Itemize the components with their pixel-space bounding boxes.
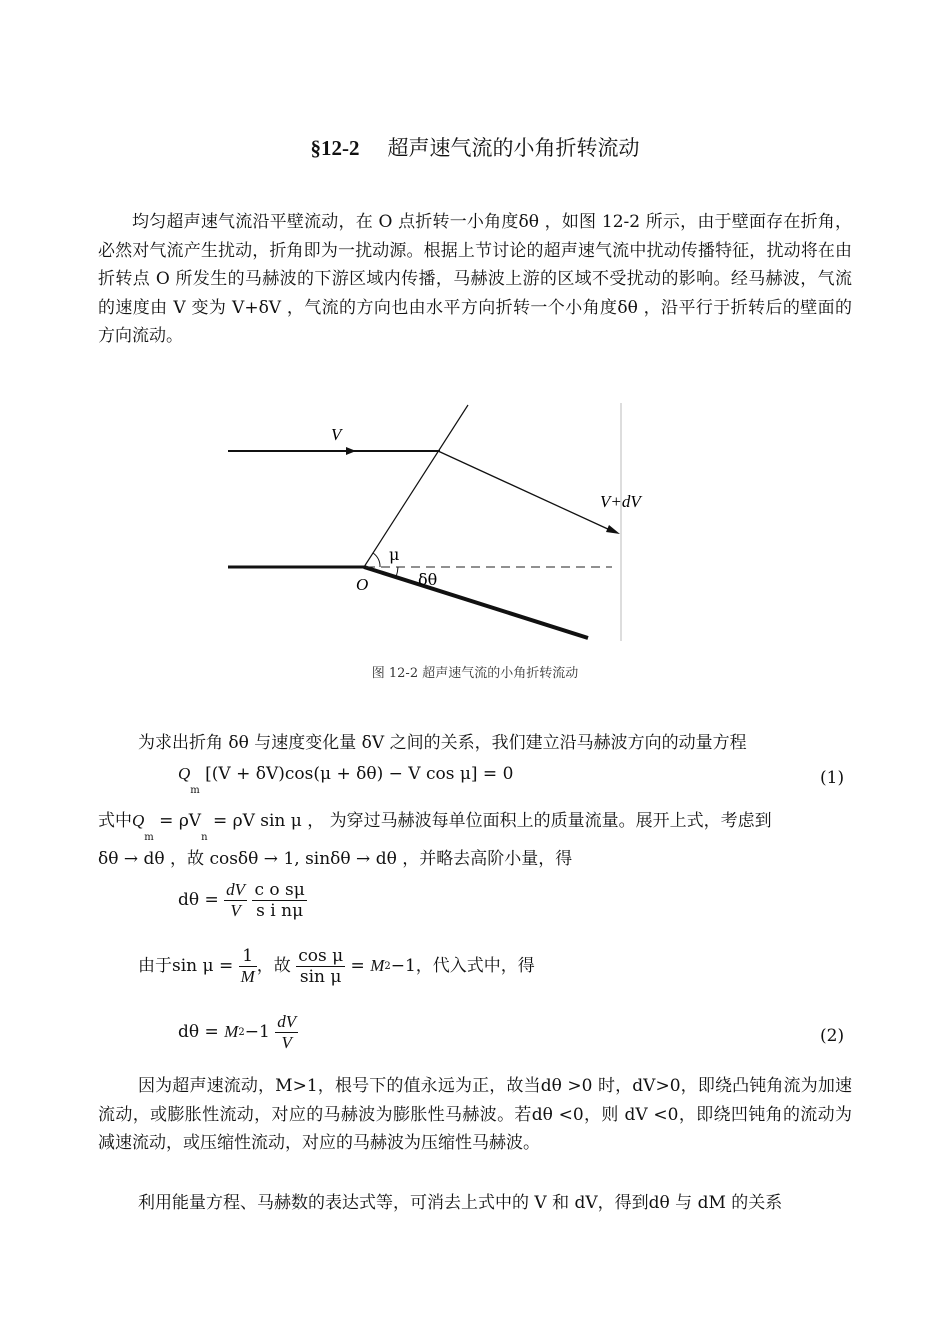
eq2-den: V (281, 1033, 292, 1052)
sin-num: 1 (239, 946, 257, 967)
sin-eq: = (350, 956, 365, 976)
intro-paragraph: 均匀超声速气流沿平壁流动，在 O 点折转一小角度δθ ，如图 12-2 所示，由于壁面存在折角，必然对气流产生扰动，折角即为一扰动源。根据上节讨论的超声速气流中扰动传播特征，扰动将在由折转点 O 所发生的马赫波的下游区域内传播，马赫波上游的区域不受扰动的影响。经马赫波，气流的速度由 V 变为 V+δV ，气流的方向也由水平方向折转一个小角度δθ ，沿平行于折转后的壁面的方向流动。 (98, 212, 852, 346)
eq1-sub-m: m (190, 785, 200, 796)
where-rest: = ρV sin μ ， 为穿过马赫波每单位面积上的质量流量。展开上式，考虑到 (207, 811, 772, 831)
sin-frac (239, 946, 257, 987)
where-prefix: 式中 (98, 811, 132, 831)
momentum-intro: 为求出折角 δθ 与速度变化量 δV 之间的关系，我们建立沿马赫波方向的动量方程 (138, 733, 747, 753)
eq2-exp: 2 (238, 1027, 245, 1038)
sin-tail: −1，代入式中，得 (390, 956, 535, 976)
eq-dtheta-den2: s i nμ (256, 901, 304, 921)
equation-2-number: (2) (820, 1026, 845, 1046)
mach-wave-line (364, 405, 468, 567)
cot-frac (296, 946, 345, 987)
eq1-q: Q (178, 764, 191, 783)
eq2-m: M (224, 1022, 239, 1041)
conclusion-paragraph: 因为超声速流动，M>1，根号下的值永远为正，故当dθ >0 时，dV>0，即绕凸钝角流为加速流动，或膨胀性流动，对应的马赫波为膨胀性马赫波。若dθ <0，则 dV <0，即绕凹钝角的流动为减速流动，或压缩性流动，对应的马赫波为压缩性马赫波。 (98, 1076, 852, 1153)
section-number: §12-2 (310, 136, 360, 160)
label-mu: μ (389, 545, 400, 564)
eq1-body: [(V + δV)cos(μ + δθ) − V cos μ] = 0 (205, 764, 514, 784)
mu-angle-arc (373, 553, 380, 567)
where-mid: = ρV (153, 811, 202, 831)
incoming-flow-arrowhead (346, 447, 356, 455)
sin-den: M (240, 967, 255, 986)
equation-1 (178, 764, 514, 796)
eq-dtheta-num2: c o sμ (254, 880, 305, 900)
where-q: Q (132, 811, 145, 830)
eq2-frac (275, 1012, 298, 1053)
sin-expr: sin μ = (172, 956, 234, 976)
outgoing-flow-line (438, 451, 610, 530)
figure-caption: 图 12-2 超声速气流的小角折转流动 (371, 666, 579, 681)
cot-den: sin μ (299, 967, 342, 987)
section-title (0, 132, 950, 162)
section-title-text: 超声速气流的小角折转流动 (387, 136, 640, 160)
wall-downstream (364, 567, 588, 638)
label-origin: O (356, 575, 369, 594)
label-v-in: V (331, 425, 342, 444)
sin-relation-line (138, 946, 535, 987)
where-sub-m: m (144, 832, 154, 843)
eq-dtheta-lhs: dθ = (178, 890, 219, 910)
eq2-lhs: dθ = (178, 1022, 219, 1042)
where-line (98, 806, 772, 843)
sin-mid: ，故 (256, 956, 291, 976)
where-sub-n: n (201, 832, 208, 843)
eq-dtheta-frac-dv (224, 880, 247, 921)
eq2-num: dV (277, 1012, 297, 1031)
delta-theta-arc (396, 567, 398, 577)
eq-dtheta-num: dV (226, 880, 246, 899)
outgoing-flow-arrowhead (606, 525, 620, 534)
label-delta-theta: δθ (418, 570, 438, 589)
sin-prefix: 由于 (138, 956, 172, 976)
eq2-tail: −1 (244, 1022, 270, 1042)
cot-num: cos μ (298, 946, 344, 966)
approximation-line: δθ → dθ ，故 cosδθ → 1, sinδθ → dθ ，并略去高阶小量，得 (98, 849, 573, 869)
figure-12-2 (0, 395, 950, 655)
equation-dtheta (178, 880, 307, 921)
equation-2 (178, 1012, 298, 1053)
eq-dtheta-den: V (230, 901, 241, 920)
last-line: 利用能量方程、马赫数的表达式等，可消去上式中的 V 和 dV，得到dθ 与 dM 的关系 (138, 1193, 783, 1213)
sin-m: M (370, 956, 385, 975)
label-v-out: V+dV (600, 492, 641, 511)
sin-exp: 2 (384, 961, 391, 972)
equation-1-number: (1) (820, 768, 845, 788)
eq-dtheta-frac-trig (252, 880, 306, 921)
